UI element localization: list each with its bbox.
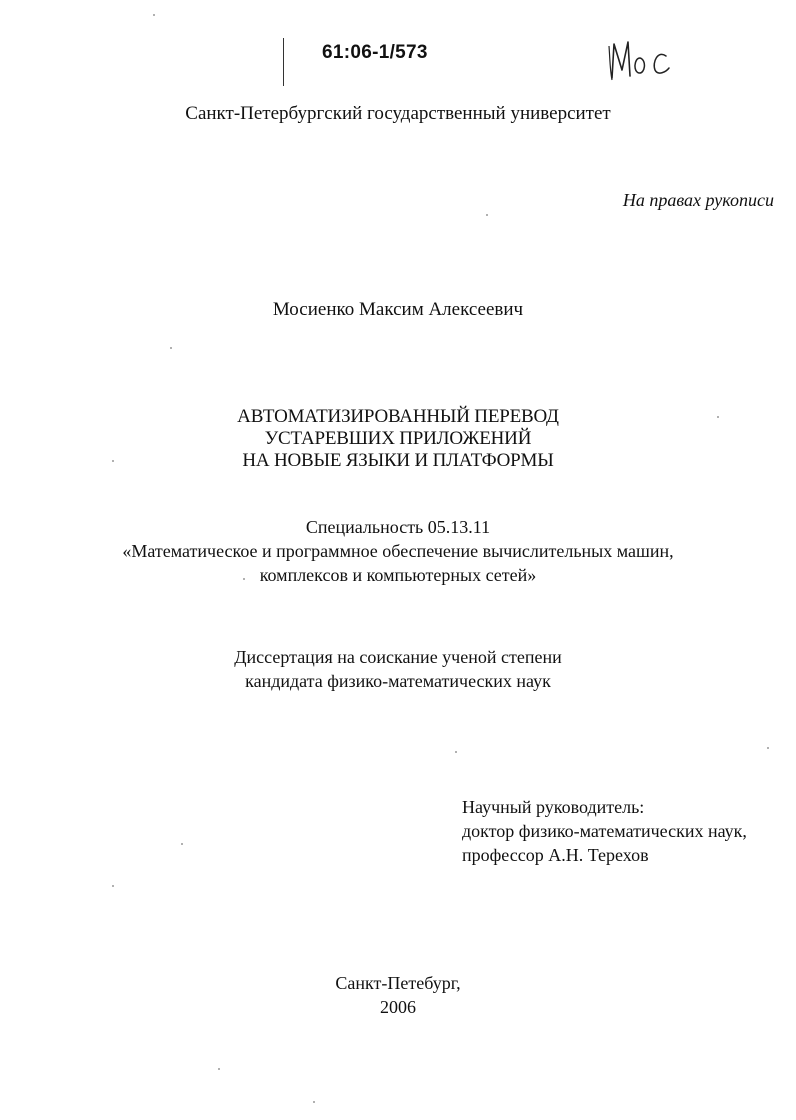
scan-speck [243, 578, 245, 580]
place-and-year [0, 971, 796, 1019]
scan-speck [767, 747, 769, 749]
specialty-name-line: «Математическое и программное обеспечение вычислительных машин, [122, 541, 674, 561]
scan-speck [313, 1101, 315, 1103]
scan-speck [170, 347, 172, 349]
supervisor-label: Научный руководитель: [462, 797, 645, 817]
scan-speck [181, 843, 183, 845]
year: 2006 [380, 997, 416, 1017]
degree-line: Диссертация на соискание ученой степени [234, 647, 562, 667]
stamp-divider-line [283, 38, 284, 86]
supervisor-block [462, 795, 747, 867]
scan-speck [218, 1068, 220, 1070]
scan-speck [153, 14, 155, 16]
supervisor-degree: доктор физико-математических наук, [462, 821, 747, 841]
title-line: НА НОВЫЕ ЯЗЫКИ И ПЛАТФОРМЫ [242, 450, 554, 471]
city: Санкт-Петебург, [335, 973, 461, 993]
specialty-block [0, 515, 796, 587]
library-stamp-code: 61:06-1/573 [322, 42, 428, 63]
dissertation-title [0, 406, 796, 472]
university-name: Санкт-Петербургский государственный университет [185, 103, 611, 124]
title-line: УСТАРЕВШИХ ПРИЛОЖЕНИЙ [264, 428, 532, 449]
scan-speck [717, 416, 719, 418]
scan-speck [112, 460, 114, 462]
degree-statement [0, 645, 796, 693]
degree-line: кандидата физико-математических наук [245, 671, 551, 691]
author-name: Мосиенко Максим Алексеевич [272, 299, 524, 320]
scan-speck [486, 214, 488, 216]
title-line: АВТОМАТИЗИРОВАННЫЙ ПЕРЕВОД [237, 406, 559, 427]
scan-speck [112, 885, 114, 887]
manuscript-rights-note: На правах рукописи [622, 190, 774, 210]
supervisor-name: профессор А.Н. Терехов [462, 845, 649, 865]
specialty-name-line: комплексов и компьютерных сетей» [259, 565, 537, 585]
scan-speck [455, 751, 457, 753]
handwritten-signature-mark [606, 36, 676, 86]
specialty-code: Специальность 05.13.11 [305, 517, 491, 537]
